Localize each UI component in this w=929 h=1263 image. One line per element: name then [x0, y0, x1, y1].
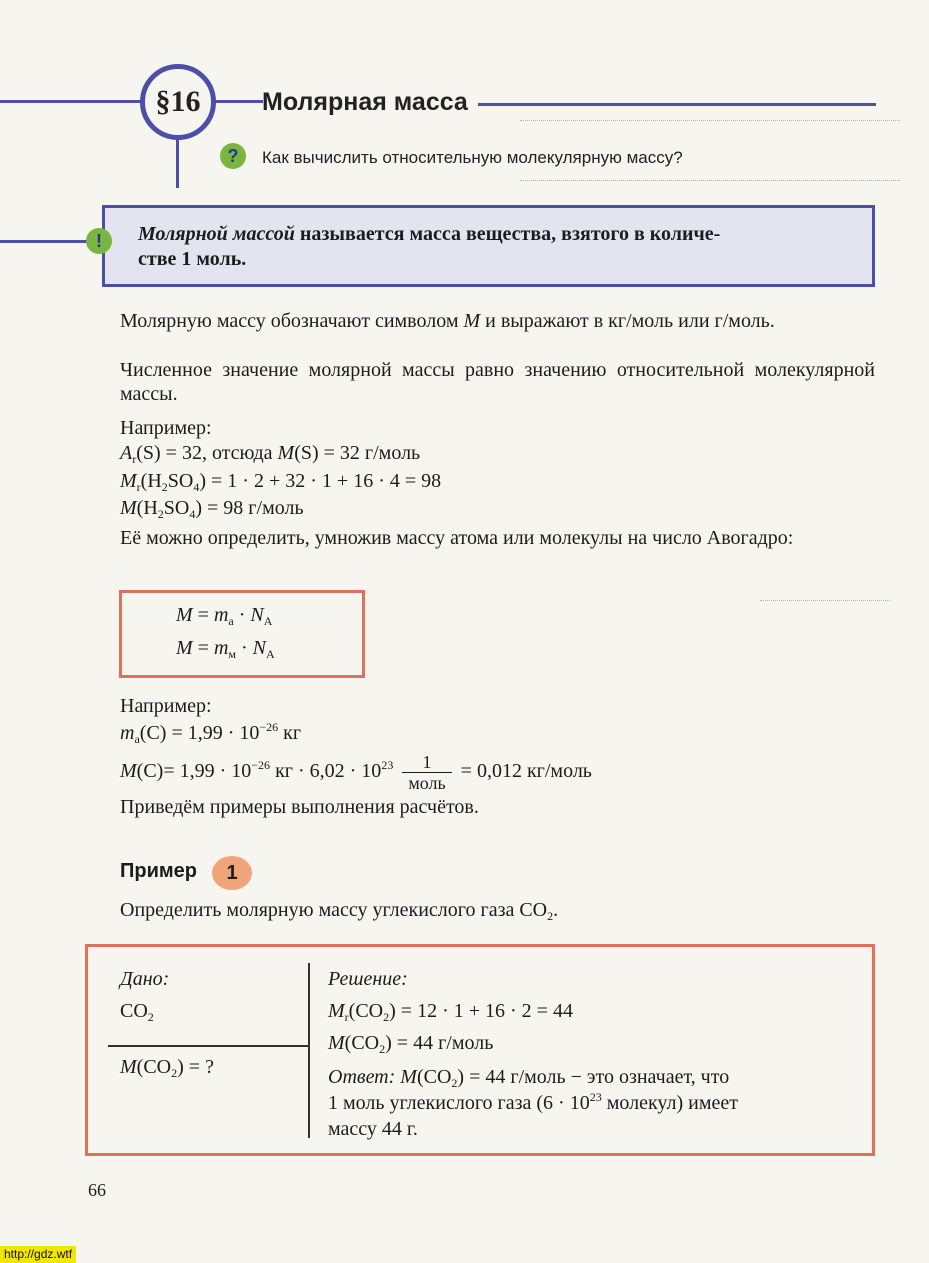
exclamation-icon: ! [86, 228, 112, 254]
lesson-question: Как вычислить относительную молекулярную массу? [262, 148, 683, 167]
paragraph-molar-symbol: Молярную массу обозначают символом M и выражают в кг/моль или г/моль. [120, 310, 775, 332]
section-number: §16 [155, 85, 201, 118]
formula-m-h2so4: $M(H_2SO_4) = 98$ г/моль [120, 497, 304, 521]
example-label-2: Например: [120, 695, 212, 717]
header-rule-left [0, 100, 150, 103]
definition-term: Молярной массой [138, 223, 295, 245]
formula-m-mm: $M = m_м \cdot N_A$ [176, 637, 275, 661]
formula-ar-s: $A_r(S) = 32$, отсюда M(S) = 32 г/моль [120, 442, 421, 466]
section-badge [140, 64, 216, 140]
formula-m-ma: $M = m_a \cdot N_A$ [176, 604, 273, 628]
question-mark-icon: ? [220, 143, 246, 169]
example-number-badge: 1 [212, 856, 252, 890]
find-value: $M(CO_2)$ = ? [120, 1056, 214, 1080]
page-number: 66 [88, 1180, 106, 1200]
definition-text [138, 222, 863, 272]
solution-step-1: $M_r(CO_2) = 12 \cdot 1 + 16 \cdot 2 = 44$ [328, 1000, 573, 1024]
paragraph-numeric-value: Численное значение молярной массы равно значению относительной молекулярной массы. [120, 359, 875, 405]
bleed-line [520, 120, 900, 121]
definition-rest: называется масса вещества, взятого в количе- [294, 223, 721, 245]
bleed-line [760, 600, 890, 601]
given-divider [308, 963, 310, 1138]
formula-m-c: $M(C)= 1,99 \cdot 10^{-26}$ кг · $6,02 \cdot 10^{23}$ $\frac{1}{\text{моль}}$ = 0,012 кг/моль [120, 751, 592, 793]
formula-ma-c: $m_a(C) = 1,99 \cdot 10^{-26}$ кг [120, 720, 302, 746]
paragraph-avogadro: Её можно определить, умножив массу атома или молекулы на число Авогадро: [120, 527, 794, 549]
formula-mr-h2so4: $M_r(H_2SO_4) = 1 \cdot 2 + 32 \cdot 1 + 16 \cdot 4 = 98$ [120, 470, 442, 494]
example-label: Например: [120, 417, 212, 439]
header-rule-vertical [176, 138, 179, 188]
header-rule-mid [215, 100, 263, 103]
given-label: Дано: [120, 968, 170, 990]
given-value: $CO_2$ [120, 1000, 154, 1024]
solution-answer: Ответ: $M(CO_2) = 44$ г/моль − это означает, что 1 моль углекислого газа ($6 \cdot 10^{23}$ молекул) имеет массу 44 г. [328, 1066, 739, 1140]
paragraph-examples-intro: Приведём примеры выполнения расчётов. [120, 796, 479, 818]
page-title: Молярная масса [262, 88, 468, 116]
watermark-link[interactable]: http://gdz.wtf [0, 1246, 76, 1263]
solution-label: Решение: [328, 968, 408, 990]
header-rule-right [478, 103, 876, 106]
solution-step-2: $M(CO_2) = 44$ г/моль [328, 1032, 494, 1056]
definition-rule-left [0, 240, 90, 243]
fraction-per-mole: $\frac{1}{\text{моль}}$ [402, 752, 451, 793]
definition-line2: стве 1 моль. [138, 248, 247, 270]
bleed-line [520, 180, 900, 181]
example-title: Пример [120, 860, 198, 882]
example-task: Определить молярную массу углекислого газа $CO_2$. [120, 899, 559, 923]
given-find-divider [108, 1045, 308, 1047]
